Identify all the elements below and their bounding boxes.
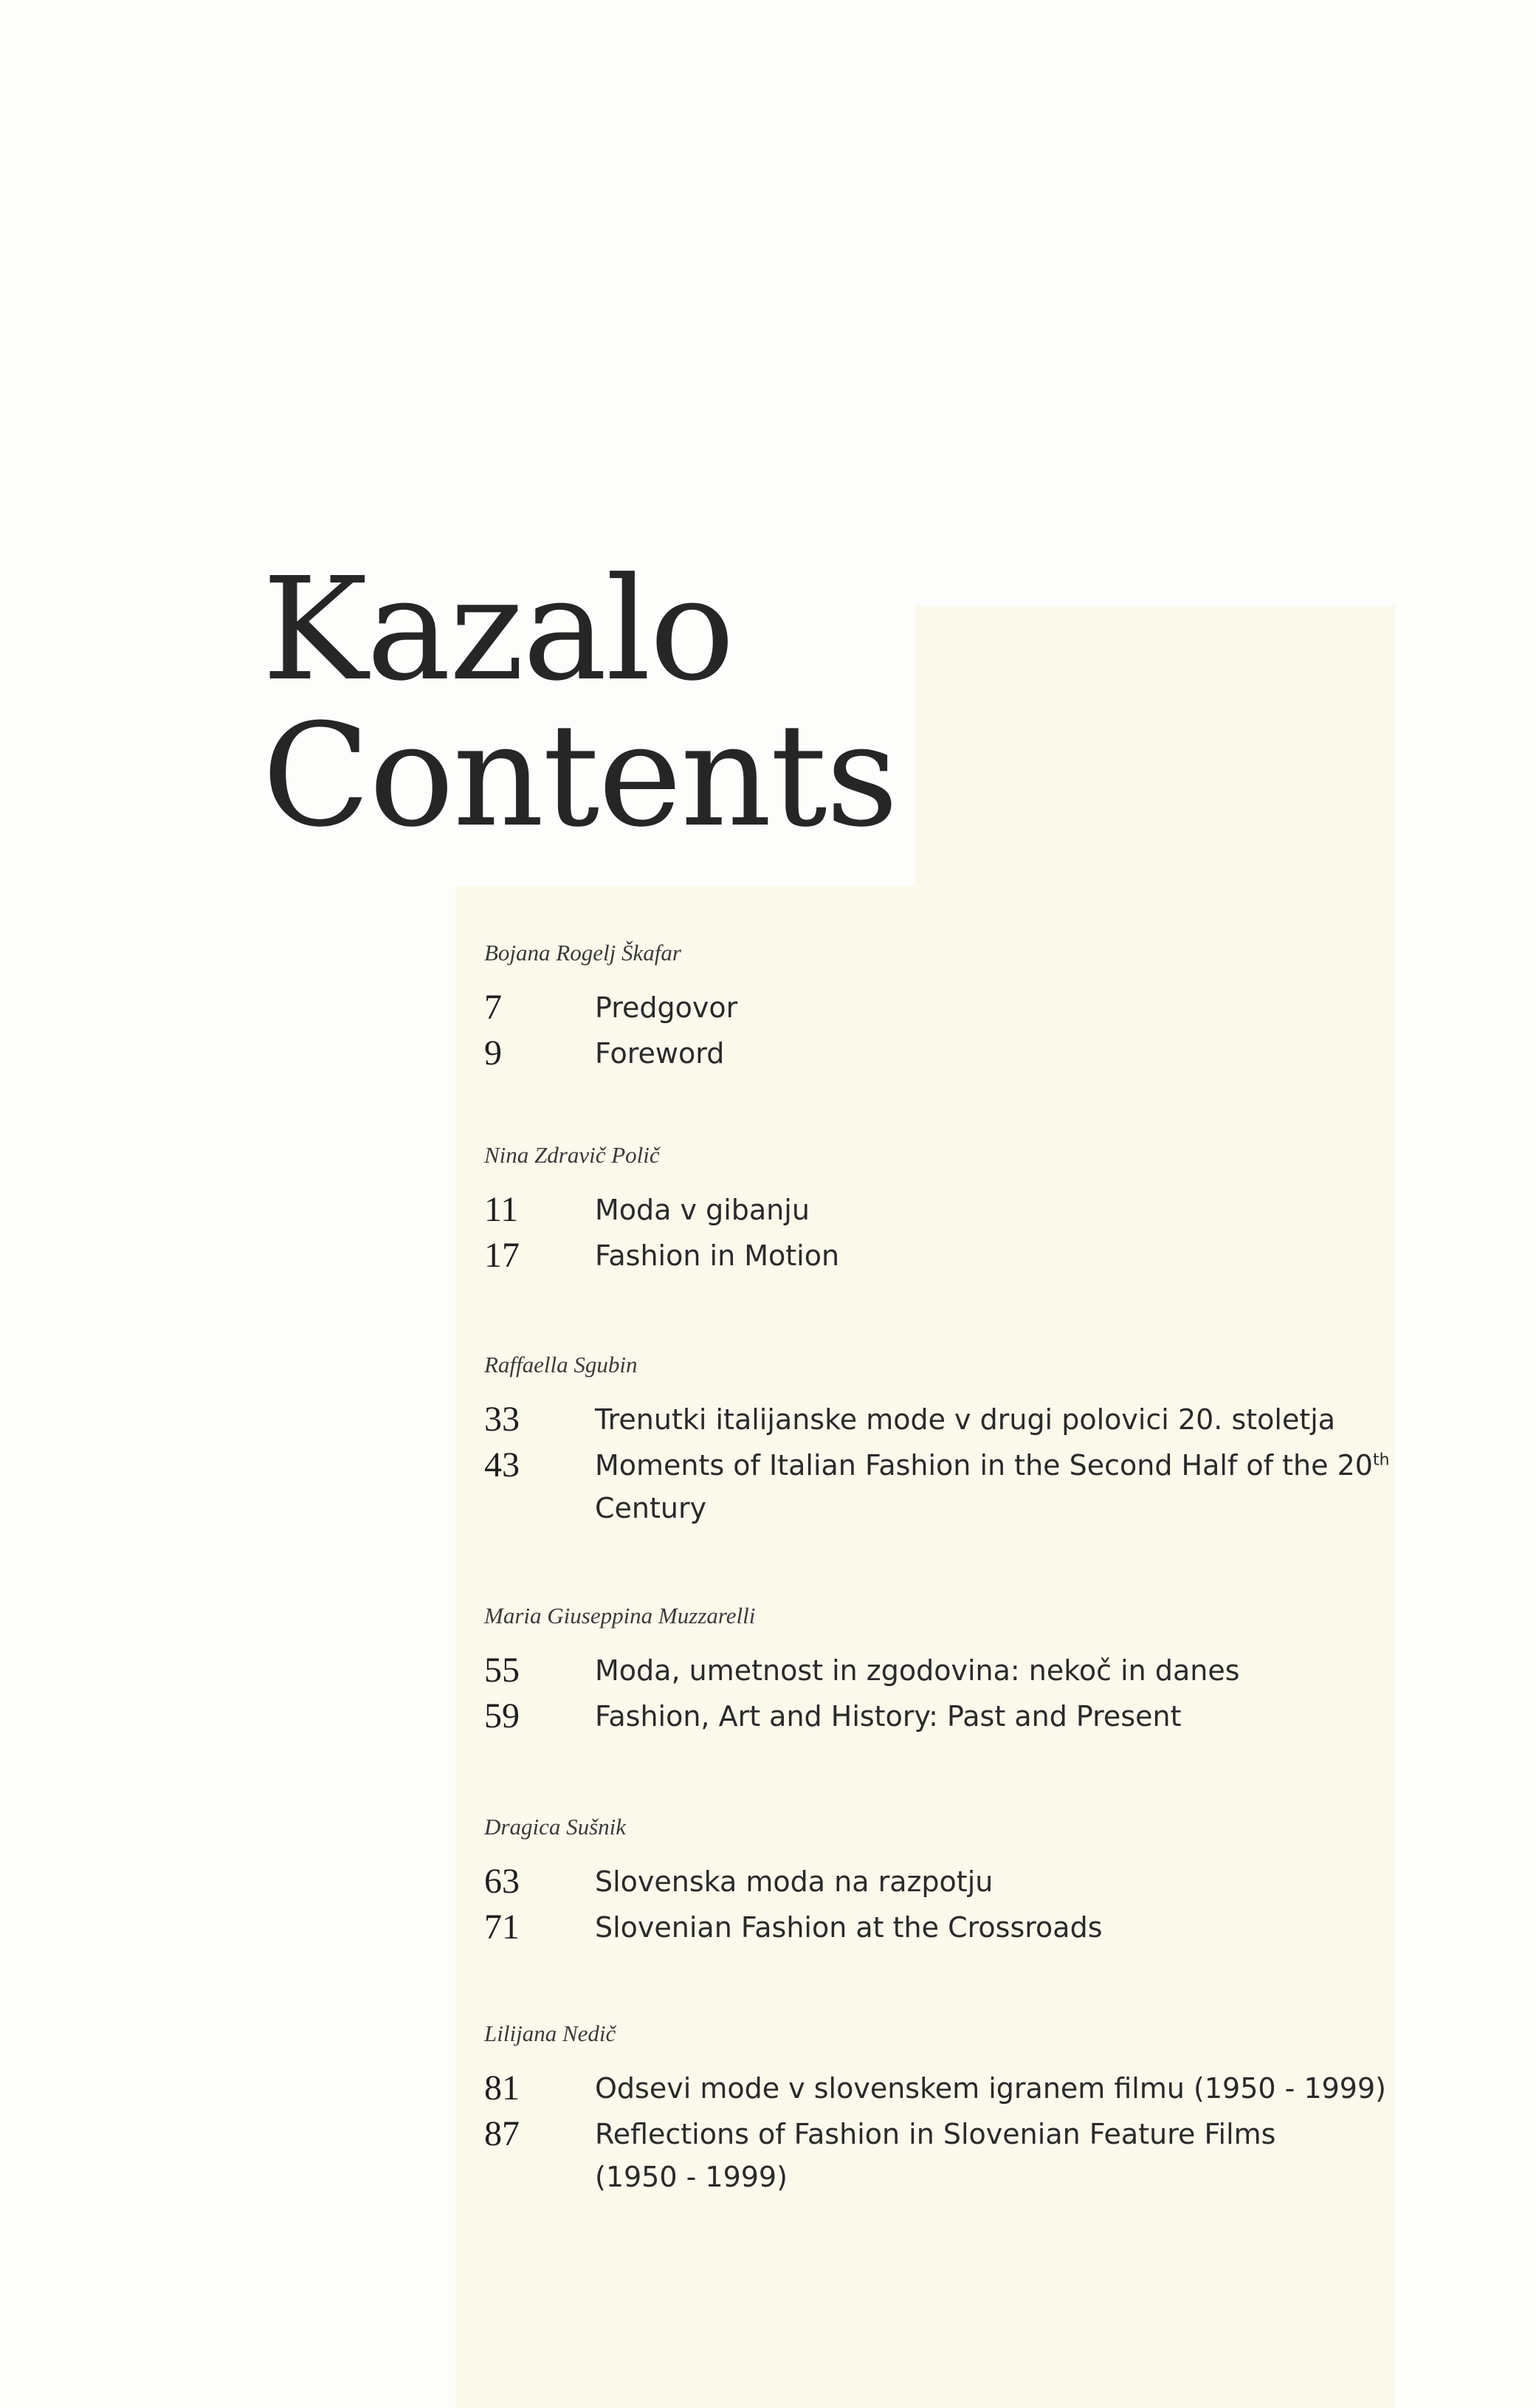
page-number: 7 (484, 988, 502, 1027)
toc-entry[interactable] (484, 2067, 1386, 2110)
entry-title (595, 1444, 1390, 1487)
entry-title: Predgovor (595, 991, 738, 1024)
page-number: 17 (484, 1236, 520, 1275)
toc-section (484, 1595, 1370, 1738)
toc-entry[interactable] (484, 1234, 1370, 1277)
page-title-english: Contents (262, 694, 898, 859)
section-author: Nina Zdravič Polič (484, 1142, 660, 1168)
entry-title: Fashion in Motion (595, 1239, 840, 1272)
entry-title: Moda, umetnost in zgodovina: nekoč in danes (595, 1654, 1240, 1687)
toc-entry[interactable] (484, 1860, 1370, 1903)
page-number: 9 (484, 1033, 502, 1073)
page-number: 71 (484, 1908, 520, 1947)
toc-entry[interactable] (484, 1906, 1370, 1949)
entry-title-line1: Moments of Italian Fashion in the Second Half of the 20 (595, 1449, 1373, 1482)
page-number: 63 (484, 1862, 520, 1901)
page-number: 55 (484, 1651, 520, 1690)
entry-title: Moda v gibanju (595, 1194, 810, 1226)
ordinal-suffix: th (1372, 1451, 1390, 1470)
section-author: Raffaella Sgubin (484, 1352, 638, 1377)
page-number: 87 (484, 2114, 520, 2153)
toc-entry[interactable] (484, 1032, 1370, 1075)
section-author: Maria Giuseppina Muzzarelli (484, 1603, 756, 1628)
toc-section (484, 1344, 1390, 1530)
page-number: 81 (484, 2068, 520, 2108)
page-number: 33 (484, 1400, 520, 1439)
entry-title-line1: Reflections of Fashion in Slovenian Feature Films (595, 2118, 1276, 2150)
toc-section (484, 1134, 1370, 1277)
entry-title-line2: Century (595, 1492, 707, 1524)
entry-title-line2: (1950 - 1999) (595, 2161, 788, 2193)
entry-title: Odsevi mode v slovenskem igranem filmu (1950 - 1999) (595, 2072, 1386, 2105)
toc-entry[interactable] (484, 2113, 1370, 2198)
section-author: Lilijana Nedič (484, 2020, 616, 2046)
entry-title: Slovenska moda na razpotju (595, 1865, 993, 1898)
toc-entry[interactable] (484, 1649, 1370, 1692)
toc-entry[interactable] (484, 1188, 1370, 1231)
toc-entry[interactable] (484, 1695, 1370, 1738)
page-number: 11 (484, 1190, 519, 1229)
entry-title: Trenutki italijanske mode v drugi polovici 20. stoletja (595, 1403, 1336, 1436)
background-panel-top (915, 605, 1395, 901)
toc-entry[interactable] (484, 986, 1370, 1029)
page-number: 43 (484, 1445, 520, 1485)
page-number: 59 (484, 1696, 520, 1736)
section-author: Dragica Sušnik (484, 1814, 627, 1840)
entry-title: Foreword (595, 1037, 725, 1070)
entry-title: Fashion, Art and History: Past and Present (595, 1700, 1182, 1733)
entry-title: Slovenian Fashion at the Crossroads (595, 1911, 1103, 1944)
toc-section (484, 1806, 1370, 1949)
toc-entry[interactable] (484, 1398, 1370, 1441)
toc-section (484, 932, 1370, 1075)
page-title-slovenian: Kazalo (262, 548, 734, 712)
section-author: Bojana Rogelj Škafar (484, 940, 681, 966)
toc-section (484, 2012, 1386, 2198)
toc-entry[interactable] (484, 1444, 1390, 1530)
